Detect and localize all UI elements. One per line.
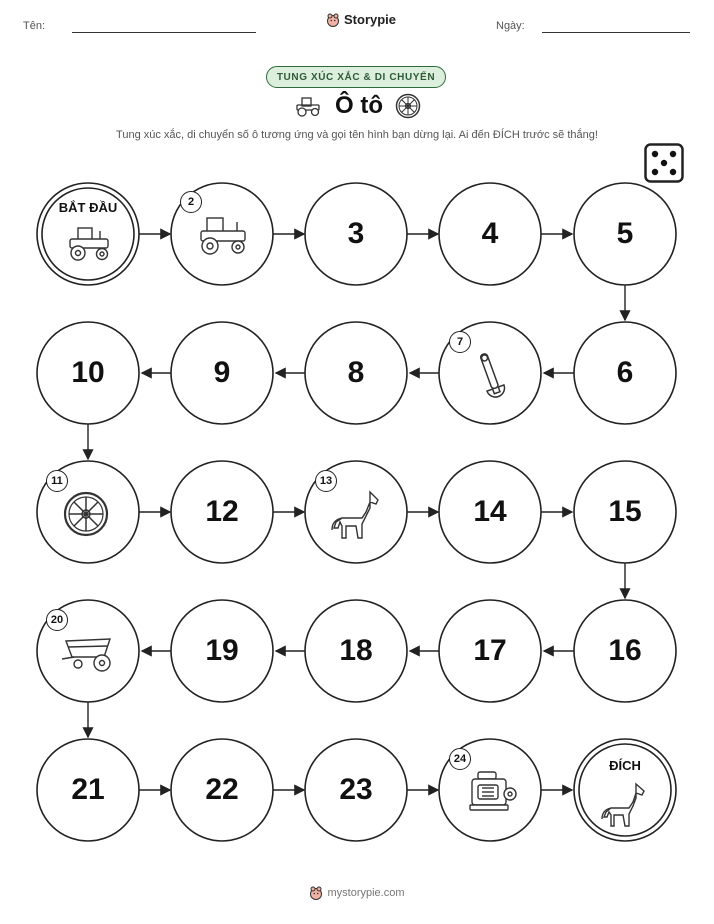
space-number-badge: 2 xyxy=(180,191,202,213)
space-number-badge: 24 xyxy=(449,748,471,770)
space-number: 21 xyxy=(71,773,105,806)
space-number: 18 xyxy=(339,634,373,667)
space-number: 23 xyxy=(339,773,373,806)
space-number: 9 xyxy=(213,356,231,389)
space-number: 15 xyxy=(608,495,642,528)
space-number: 6 xyxy=(616,356,634,389)
space-number: 16 xyxy=(608,634,642,667)
space-number: 17 xyxy=(473,634,507,667)
space-number: 14 xyxy=(473,495,507,528)
date-label: Ngày: xyxy=(496,20,525,32)
space-number: 22 xyxy=(205,773,239,806)
page-title: Ô tô xyxy=(335,92,383,119)
space-number: 5 xyxy=(616,217,634,250)
start-label: BẮT ĐẦU xyxy=(58,200,118,215)
space-number-badge: 20 xyxy=(46,609,68,631)
space-number: 12 xyxy=(205,495,239,528)
footer-site[interactable]: mystorypie.com xyxy=(327,887,405,899)
brand-name: Storypie xyxy=(344,12,397,27)
space-number: 3 xyxy=(347,217,365,250)
space-number: 8 xyxy=(347,356,365,389)
space-number-badge: 11 xyxy=(46,470,68,492)
footer xyxy=(0,886,714,900)
finish-label: ĐÍCH xyxy=(609,758,641,773)
space-number: 19 xyxy=(205,634,239,667)
instructions: Tung xúc xắc, di chuyển số ô tương ứng và gọi tên hình bạn dừng lại. Ai đến ĐÍCH trước sẽ thắng! xyxy=(116,129,598,141)
name-label: Tên: xyxy=(23,20,46,32)
space-number: 10 xyxy=(71,356,105,389)
space-number: 4 xyxy=(481,217,499,250)
wheel-icon xyxy=(65,493,107,535)
space-number-badge: 13 xyxy=(315,470,337,492)
activity-badge: TUNG XÚC XẮC & DI CHUYỂN xyxy=(266,66,446,88)
storypie-logo-icon xyxy=(309,886,323,900)
space-number-badge: 7 xyxy=(449,331,471,353)
